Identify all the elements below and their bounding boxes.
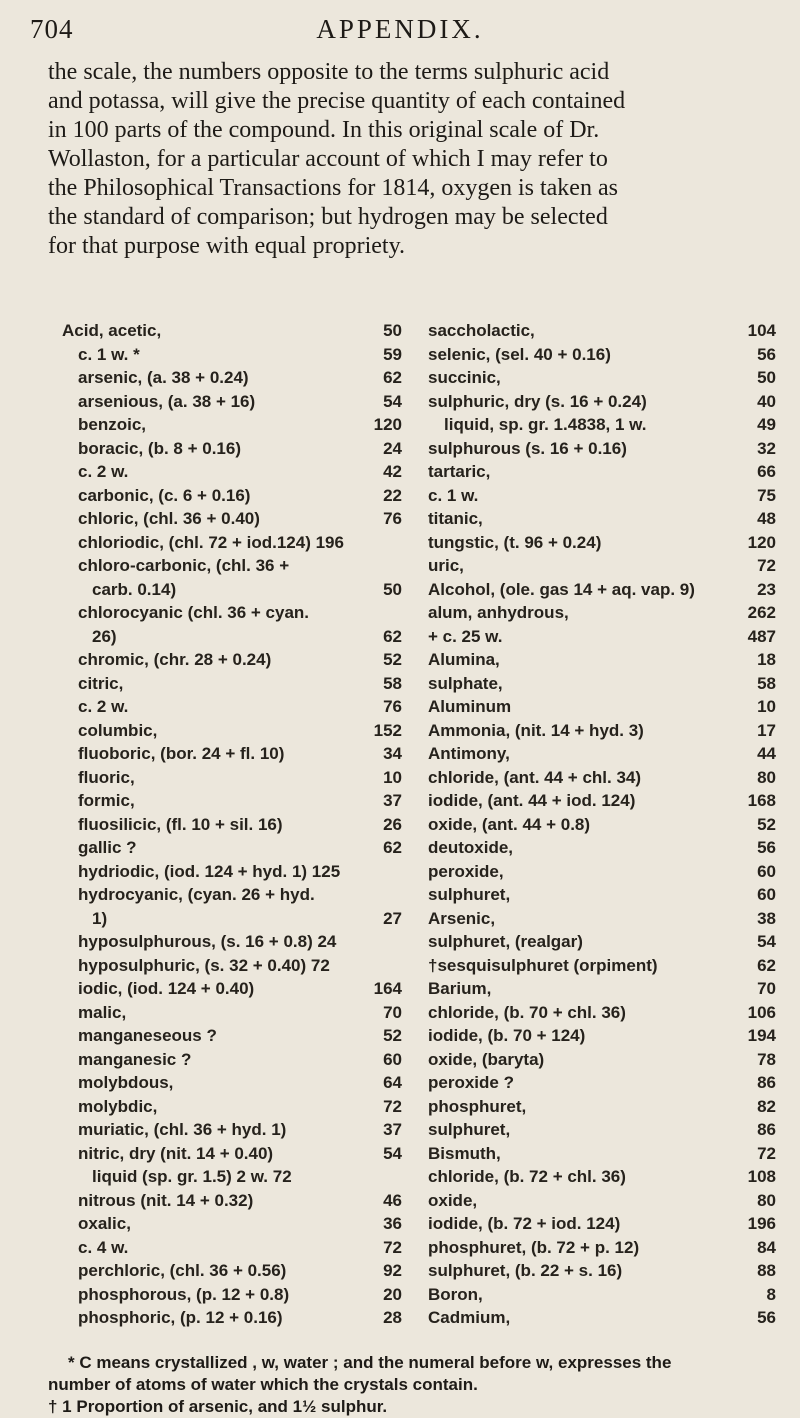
table-row — [62, 413, 402, 437]
entry-value: 20 — [383, 1284, 402, 1304]
right-table-column — [428, 319, 776, 1330]
table-row — [428, 1165, 776, 1189]
entry-name: peroxide, — [428, 861, 504, 881]
table-row — [428, 554, 776, 578]
table-row — [428, 719, 776, 743]
table-row — [62, 672, 402, 696]
entry-value: 10 — [757, 697, 776, 716]
entry-name: citric, — [78, 673, 124, 693]
table-row — [62, 977, 402, 1001]
entry-value: 78 — [757, 1049, 776, 1069]
entry-name: 26) — [92, 626, 117, 646]
entry-value: 120 — [747, 532, 776, 552]
entry-name: 1) — [92, 908, 108, 928]
table-row — [62, 319, 402, 343]
entry-value: 80 — [757, 767, 776, 787]
entry-name: formic, — [78, 791, 135, 810]
entry-name: chloride, (ant. 44 + chl. 34) — [428, 767, 642, 787]
entry-name: Barium, — [428, 979, 492, 998]
entry-name: c. 4 w. — [78, 1237, 129, 1257]
entry-value: 164 — [373, 979, 402, 998]
entry-name: chloro-carbonic, (chl. 36 + — [78, 556, 290, 575]
intro-line: Wollaston, for a particular account of which I may refer to — [48, 146, 608, 172]
entry-name: carbonic, (c. 6 + 0.16) — [78, 485, 251, 505]
intro-line: in 100 parts of the compound. In this original scale of Dr. — [48, 117, 600, 143]
entry-value: 487 — [747, 626, 776, 646]
entry-name: molybdous, — [78, 1073, 174, 1092]
entry-name: oxide, — [428, 1190, 478, 1210]
table-row — [428, 789, 776, 813]
table-row — [428, 860, 776, 884]
footnote-line: * C means crystallized , w, water ; and the numeral before w, expresses the — [68, 1353, 672, 1372]
table-row — [62, 460, 402, 484]
table-row — [62, 860, 402, 884]
table-row — [428, 1001, 776, 1025]
entry-name: nitric, dry (nit. 14 + 0.40) — [78, 1143, 274, 1163]
table-row — [428, 1024, 776, 1048]
intro-line: the Philosophical Transactions for 1814, oxygen is taken as — [48, 175, 618, 201]
entry-value: 18 — [757, 650, 776, 669]
footnote-line: † 1 Proportion of arsenic, and 1½ sulphur. — [48, 1397, 388, 1416]
table-row — [62, 648, 402, 672]
table-row — [62, 789, 402, 813]
table-row — [428, 813, 776, 837]
entry-value: 106 — [747, 1002, 776, 1022]
table-row — [62, 766, 402, 790]
table-row — [428, 1118, 776, 1142]
intro-line: for that purpose with equal propriety. — [48, 233, 406, 259]
entry-name: iodide, (b. 70 + 124) — [428, 1026, 586, 1045]
entry-name: sulphuret, (realgar) — [428, 932, 583, 951]
table-row — [62, 1071, 402, 1095]
entry-value: 50 — [383, 321, 402, 340]
entry-name: uric, — [428, 556, 464, 575]
table-row — [428, 390, 776, 414]
entry-name: hyposulphurous, (s. 16 + 0.8) 24 — [78, 932, 337, 951]
entry-name: malic, — [78, 1002, 127, 1022]
entry-value: 76 — [383, 509, 402, 528]
table-row — [428, 742, 776, 766]
table-row — [62, 625, 402, 649]
table-row — [428, 1071, 776, 1095]
entry-name: phosphoric, (p. 12 + 0.16) — [78, 1308, 283, 1327]
entry-name: arsenious, (a. 38 + 16) — [78, 391, 256, 411]
table-row — [428, 883, 776, 907]
entry-value: 104 — [747, 321, 776, 340]
intro-line: and potassa, will give the precise quantity of each contained — [48, 88, 626, 114]
entry-value: 26 — [383, 814, 402, 834]
entry-name: alum, anhydrous, — [428, 603, 569, 622]
entry-name: chlorocyanic (chl. 36 + cyan. — [78, 603, 310, 622]
table-row — [428, 1306, 776, 1330]
page-number: 704 — [30, 14, 74, 44]
table-row — [428, 460, 776, 484]
table-row — [62, 719, 402, 743]
entry-name: Aluminum — [428, 697, 512, 716]
table-row — [428, 531, 776, 555]
entry-value: 62 — [757, 955, 776, 975]
table-row — [62, 1212, 402, 1236]
table-row — [428, 507, 776, 531]
entry-name: Acid, acetic, — [62, 321, 162, 340]
entry-value: 80 — [757, 1190, 776, 1210]
entry-value: 42 — [383, 462, 402, 481]
entry-value: 38 — [757, 908, 776, 928]
entry-name: c. 1 w. * — [78, 344, 140, 364]
entry-name: sulphuric, dry (s. 16 + 0.24) — [428, 391, 647, 411]
entry-name: c. 2 w. — [78, 697, 129, 716]
entry-value: 64 — [383, 1073, 402, 1092]
table-row — [62, 601, 402, 625]
entry-value: 62 — [383, 626, 402, 646]
table-row — [428, 601, 776, 625]
table-row — [428, 907, 776, 931]
entry-name: molybdic, — [78, 1096, 158, 1116]
entry-name: arsenic, (a. 38 + 0.24) — [78, 368, 249, 387]
intro-line: the standard of comparison; but hydrogen may be selected — [48, 204, 608, 230]
entry-name: gallic ? — [78, 838, 137, 857]
table-row — [428, 766, 776, 790]
table-row — [428, 366, 776, 390]
table-row — [428, 437, 776, 461]
table-row — [428, 930, 776, 954]
entry-value: 108 — [747, 1167, 776, 1186]
footnote-line: number of atoms of water which the crystals contain. — [48, 1375, 478, 1394]
table-row — [62, 1259, 402, 1283]
entry-value: 70 — [383, 1002, 402, 1022]
table-row — [428, 1048, 776, 1072]
entry-name: benzoic, — [78, 415, 147, 434]
entry-name: Alumina, — [428, 650, 500, 669]
table-row — [62, 554, 402, 578]
table-row — [428, 977, 776, 1001]
entry-value: 60 — [757, 885, 776, 904]
entry-name: hydrocyanic, (cyan. 26 + hyd. — [78, 885, 315, 904]
entry-value: 54 — [383, 391, 402, 411]
entry-name: tungstic, (t. 96 + 0.24) — [428, 532, 602, 552]
entry-name: Ammonia, (nit. 14 + hyd. 3) — [428, 720, 644, 740]
entry-name: selenic, (sel. 40 + 0.16) — [428, 344, 611, 364]
entry-name: sulphurous (s. 16 + 0.16) — [428, 438, 627, 458]
entry-value: 152 — [373, 720, 402, 740]
entry-name: deutoxide, — [428, 838, 514, 857]
entry-name: chloriodic, (chl. 72 + iod.124) 196 — [78, 532, 344, 552]
entry-name: oxide, (baryta) — [428, 1049, 545, 1069]
table-row — [62, 437, 402, 461]
entry-value: 24 — [383, 438, 402, 458]
entry-name: fluoboric, (bor. 24 + fl. 10) — [78, 744, 285, 763]
entry-value: 120 — [373, 415, 402, 434]
table-row — [428, 1142, 776, 1166]
table-row — [428, 695, 776, 719]
table-row — [428, 836, 776, 860]
table-row — [428, 1212, 776, 1236]
table-row — [62, 930, 402, 954]
table-row — [428, 1236, 776, 1260]
entry-value: 32 — [757, 438, 776, 458]
entry-value: 56 — [757, 838, 776, 857]
entry-value: 66 — [757, 462, 776, 481]
table-row — [62, 343, 402, 367]
entry-name: chloride, (b. 72 + chl. 36) — [428, 1167, 626, 1186]
entry-name: phosphuret, (b. 72 + p. 12) — [428, 1237, 640, 1257]
table-row — [62, 1283, 402, 1307]
entry-name: chloride, (b. 70 + chl. 36) — [428, 1002, 626, 1022]
footnotes — [48, 1352, 778, 1418]
entry-value: 46 — [383, 1190, 402, 1210]
entry-name: fluosilicic, (fl. 10 + sil. 16) — [78, 814, 283, 834]
entry-value: 52 — [383, 1026, 402, 1045]
table-row — [62, 507, 402, 531]
entry-value: 72 — [757, 1143, 776, 1163]
entry-name: iodide, (ant. 44 + iod. 124) — [428, 791, 636, 810]
table-row — [62, 1024, 402, 1048]
entry-name: hyposulphuric, (s. 32 + 0.40) 72 — [78, 955, 330, 975]
entry-name: manganeseous ? — [78, 1026, 217, 1045]
entry-name: sulphuret, — [428, 1120, 511, 1139]
table-row — [428, 343, 776, 367]
entry-value: 17 — [757, 720, 776, 740]
entry-name: Boron, — [428, 1284, 483, 1304]
table-row — [62, 695, 402, 719]
entry-value: 54 — [757, 932, 776, 951]
entry-name: c. 1 w. — [428, 485, 479, 505]
entry-value: 70 — [757, 979, 776, 998]
entry-name: fluoric, — [78, 767, 135, 787]
entry-name: sulphate, — [428, 673, 503, 693]
table-row — [428, 1283, 776, 1307]
entry-name: manganesic ? — [78, 1049, 192, 1069]
entry-name: columbic, — [78, 720, 158, 740]
entry-name: Antimony, — [428, 744, 510, 763]
table-row — [62, 1048, 402, 1072]
entry-value: 86 — [757, 1120, 776, 1139]
entry-value: 44 — [757, 744, 776, 763]
table-row — [62, 813, 402, 837]
page-header — [30, 14, 770, 50]
table-row — [62, 390, 402, 414]
table-row — [428, 319, 776, 343]
entry-name: oxalic, — [78, 1214, 131, 1233]
entry-name: + c. 25 w. — [428, 626, 503, 646]
table-row — [428, 578, 776, 602]
table-row — [62, 836, 402, 860]
entry-value: 62 — [383, 838, 402, 857]
entry-name: nitrous (nit. 14 + 0.32) — [78, 1190, 254, 1210]
entry-value: 27 — [383, 908, 402, 928]
entry-value: 84 — [757, 1237, 776, 1257]
table-row — [428, 484, 776, 508]
table-row — [62, 1001, 402, 1025]
entry-value: 60 — [383, 1049, 402, 1069]
table-row — [62, 1306, 402, 1330]
entry-value: 28 — [383, 1308, 402, 1327]
left-table-column — [62, 319, 402, 1330]
table-row — [62, 1142, 402, 1166]
entry-name: muriatic, (chl. 36 + hyd. 1) — [78, 1120, 287, 1139]
entry-name: carb. 0.14) — [92, 579, 177, 599]
entry-value: 58 — [383, 673, 402, 693]
entry-value: 22 — [383, 485, 402, 505]
entry-value: 49 — [757, 415, 776, 434]
table-row — [62, 366, 402, 390]
entry-name: sulphuret, — [428, 885, 511, 904]
table-row — [62, 531, 402, 555]
table-row — [62, 1165, 402, 1189]
entry-value: 72 — [757, 556, 776, 575]
entry-name: liquid (sp. gr. 1.5) 2 w. 72 — [92, 1167, 292, 1186]
entry-name: chloric, (chl. 36 + 0.40) — [78, 509, 260, 528]
table-row — [62, 1095, 402, 1119]
entry-name: boracic, (b. 8 + 0.16) — [78, 438, 241, 458]
table-row — [428, 672, 776, 696]
table-row — [62, 907, 402, 931]
entry-value: 40 — [757, 391, 776, 411]
entry-value: 36 — [383, 1214, 402, 1233]
entry-name: hydriodic, (iod. 124 + hyd. 1) 125 — [78, 861, 341, 881]
entry-name: phosphuret, — [428, 1096, 527, 1116]
entry-name: oxide, (ant. 44 + 0.8) — [428, 814, 591, 834]
entry-value: 50 — [383, 579, 402, 599]
entry-value: 60 — [757, 861, 776, 881]
table-row — [428, 1095, 776, 1119]
entry-name: tartaric, — [428, 462, 491, 481]
entry-value: 62 — [383, 368, 402, 387]
entry-value: 10 — [383, 767, 402, 787]
entry-value: 56 — [757, 344, 776, 364]
table-row — [428, 648, 776, 672]
entry-name: saccholactic, — [428, 321, 535, 340]
entry-value: 54 — [383, 1143, 402, 1163]
intro-line: the scale, the numbers opposite to the terms sulphuric acid — [48, 59, 610, 85]
entry-name: phosphorous, (p. 12 + 0.8) — [78, 1284, 290, 1304]
entry-name: Alcohol, (ole. gas 14 + aq. vap. 9) — [428, 579, 695, 599]
table-row — [62, 484, 402, 508]
intro-paragraph — [48, 58, 783, 261]
entry-value: 34 — [383, 744, 402, 763]
table-row — [62, 578, 402, 602]
entry-value: 23 — [757, 579, 776, 599]
entry-value: 37 — [383, 1120, 402, 1139]
entry-value: 194 — [747, 1026, 776, 1045]
entry-value: 37 — [383, 791, 402, 810]
table-row — [62, 742, 402, 766]
table-row — [62, 1236, 402, 1260]
entry-value: 196 — [747, 1214, 776, 1233]
table-row — [62, 883, 402, 907]
entry-value: 75 — [757, 485, 776, 505]
entry-value: 56 — [757, 1308, 776, 1327]
entry-value: 58 — [757, 673, 776, 693]
entry-name: c. 2 w. — [78, 462, 129, 481]
entry-value: 52 — [757, 814, 776, 834]
entry-name: perchloric, (chl. 36 + 0.56) — [78, 1261, 287, 1280]
entry-name: Bismuth, — [428, 1143, 501, 1163]
entry-name: Cadmium, — [428, 1308, 511, 1327]
entry-value: 82 — [757, 1096, 776, 1116]
entry-name: Arsenic, — [428, 908, 496, 928]
entry-value: 88 — [757, 1261, 776, 1280]
entry-value: 168 — [747, 791, 776, 810]
entry-value: 48 — [757, 509, 776, 528]
entry-name: titanic, — [428, 509, 483, 528]
table-row — [62, 1118, 402, 1142]
entry-value: 52 — [383, 650, 402, 669]
entry-name: iodide, (b. 72 + iod. 124) — [428, 1214, 621, 1233]
running-title: APPENDIX. — [316, 14, 484, 44]
table-row — [428, 625, 776, 649]
entry-value: 86 — [757, 1073, 776, 1092]
entry-value: 92 — [383, 1261, 402, 1280]
entry-name: iodic, (iod. 124 + 0.40) — [78, 979, 255, 998]
table-row — [428, 954, 776, 978]
entry-name: liquid, sp. gr. 1.4838, 1 w. — [444, 415, 647, 434]
table-row — [428, 1189, 776, 1213]
table-row — [62, 954, 402, 978]
entry-name: sulphuret, (b. 22 + s. 16) — [428, 1261, 623, 1280]
table-row — [428, 413, 776, 437]
entry-value: 76 — [383, 697, 402, 716]
entry-value: 72 — [383, 1096, 402, 1116]
entry-value: 59 — [383, 344, 402, 364]
entry-value: 262 — [747, 603, 776, 622]
table-row — [428, 1259, 776, 1283]
entry-name: succinic, — [428, 368, 501, 387]
entry-value: 50 — [757, 368, 776, 387]
entry-value: 8 — [766, 1284, 776, 1304]
entry-value: 72 — [383, 1237, 402, 1257]
entry-name: †sesquisulphuret (orpiment) — [428, 955, 658, 975]
table-row — [62, 1189, 402, 1213]
entry-name: chromic, (chr. 28 + 0.24) — [78, 650, 272, 669]
entry-name: peroxide ? — [428, 1073, 514, 1092]
